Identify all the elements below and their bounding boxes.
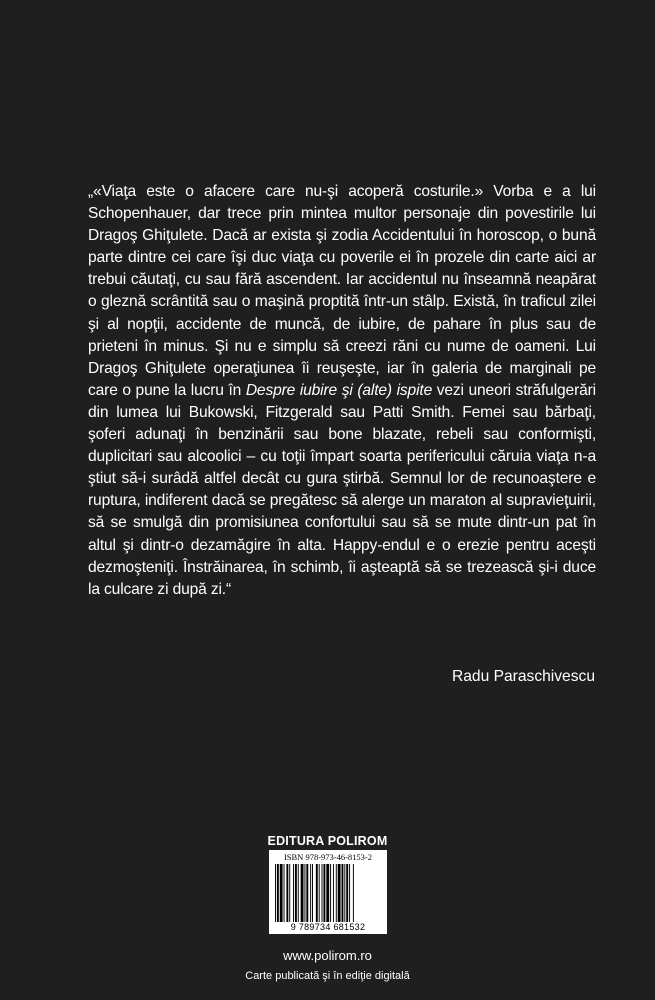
- barcode-bar: [301, 864, 304, 922]
- isbn-number: ISBN 978-973-46-8153-2: [283, 852, 373, 862]
- publisher-website: www.polirom.ro: [283, 948, 372, 963]
- barcode-bar: [280, 864, 283, 922]
- barcode-bar: [333, 864, 334, 922]
- barcode-bar: [346, 864, 348, 922]
- barcode-bar: [284, 864, 285, 922]
- isbn-barcode: [269, 850, 387, 934]
- book-title: Despre iubire şi (alte) ispite: [245, 381, 433, 399]
- barcode-bar: [289, 864, 290, 922]
- barcode-bar: [293, 864, 294, 922]
- digital-edition-note: Carte publicată şi în ediţie digitală: [245, 970, 410, 982]
- barcode-bar: [295, 864, 297, 922]
- barcode-bar: [306, 864, 308, 922]
- blurb-paragraph: [88, 181, 596, 601]
- blurb-text-part-1: „«Viaţa este o afacere care nu-şi acoperă costurile.» Vorba e a lui Schopenhauer, dar trece prin mintea multor personaje din povestirile lui Dragoş Ghiţulete. Dacă ar exista şi zodia Accidentului în horoscop, o bună parte dintre cei care îşi duc viaţa cu poverile ei în prozele din carte aici ar trebui căutaţi, cu sau fără ascendent. Iar accidentul nu înseamnă neapărat o gleznă scrântită sau o maşină proptită într-un stâlp. Există, în traficul zilei şi al nopţii, accidente de muncă, de iubire, de pahare în plus sau de prieteni în minus. Şi nu e simplu să creezi răni cu nume de oameni. Lui Dragoş Ghiţulete operaţiunea îi reuşeşte, iar în galeria de marginali pe care o pune la lucru în: [88, 183, 596, 399]
- barcode-bar: [322, 864, 323, 922]
- blurb-author: Radu Paraschivescu: [451, 668, 595, 685]
- barcode-bar: [349, 864, 350, 922]
- barcode-bar: [336, 864, 337, 922]
- barcode-bar: [304, 864, 305, 922]
- barcode-bar: [298, 864, 299, 922]
- barcode-bar: [277, 864, 279, 922]
- barcode-digits: 9 789734 681532: [290, 922, 366, 932]
- barcode-bar: [326, 864, 329, 922]
- publisher-name: EDITURA POLIROM: [267, 834, 388, 848]
- blurb-text-part-2: vezi uneori străfulgerări din lumea lui Bukowski, Fitzgerald sau Patti Smith. Femei sau bărbaţi, şoferi adunaţi în benzinării sau bone blazate, rebeli sau conformişti, duplicitari sau alcoolici – cu toţii împart soarta perifericului căruia viaţa n-a ştiut să-i surâdă altfel decât cu gura ştirbă. Semnul lor de recunoaştere e ruptura, indiferent dacă se pregătesc să alerge un maraton al supravieţuirii, să se smulgă din promisiunea confortului sau să se mute dintr-un pat în altul şi dintr-o dezamăgire în alta. Happy-endul e o erezie pentru aceşti dezmoşteniţi. Înstrăinarea, în schimb, îi aşteaptă să se trezească şi-i duce la culcare zi după zi.“: [88, 381, 596, 598]
- barcode-bar: [344, 864, 345, 922]
- barcode-bar: [330, 864, 331, 922]
- barcode-bar: [310, 864, 311, 922]
- barcode-bar: [338, 864, 341, 922]
- barcode-bar: [286, 864, 288, 922]
- barcode-bar: [353, 864, 354, 922]
- barcode-bar: [323, 864, 325, 922]
- barcode-bars: [275, 864, 381, 922]
- barcode-bar: [312, 864, 313, 922]
- blurb-text: [88, 181, 596, 601]
- barcode-bar: [275, 864, 276, 922]
- barcode-bar: [342, 864, 344, 922]
- barcode-bar: [319, 864, 320, 922]
- barcode-bar: [316, 864, 318, 922]
